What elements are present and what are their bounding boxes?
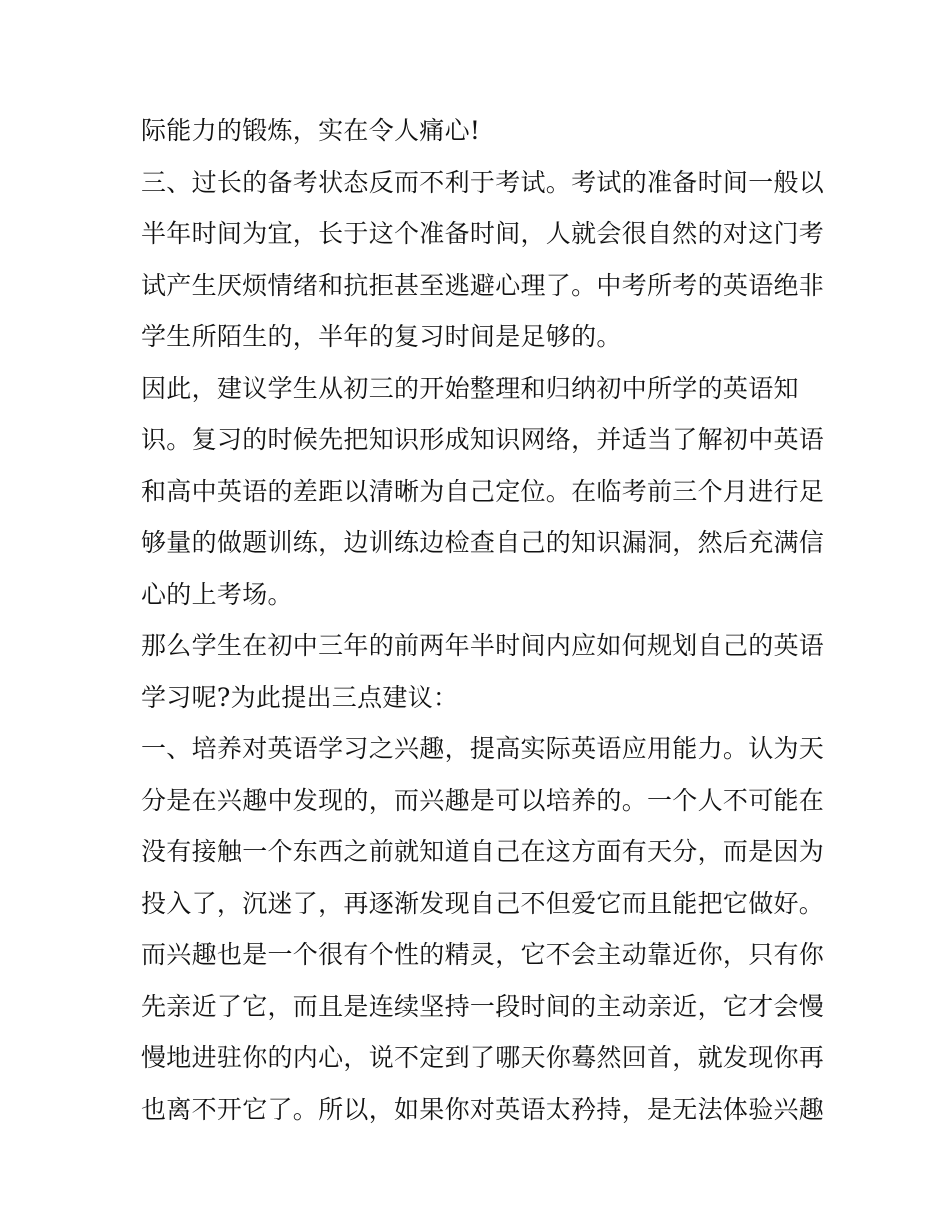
body-text — [141, 105, 825, 1135]
text-line: 学生所陌生的，半年的复习时间是足够的。 — [141, 322, 622, 351]
text-line: 三、过长的备考状态反而不利于考试。考试的准备时间一般以 — [141, 167, 825, 197]
text-line: 慢地进驻你的内心，说不定到了哪天你蓦然回首，就发现你再 — [141, 1043, 825, 1072]
text-line: 半年时间为宜，长于这个准备时间，人就会很自然的对这门考 — [141, 219, 825, 248]
text-line: 够量的做题训练，边训练边检查自己的知识漏洞，然后充满信 — [141, 528, 825, 557]
text-line: 投入了，沉迷了，再逐渐发现自己不但爱它而且能把它做好。 — [141, 888, 825, 918]
text-line: 际能力的锻炼，实在令人痛心! — [141, 116, 481, 145]
text-line: 那么学生在初中三年的前两年半时间内应如何规划自己的英语 — [141, 631, 825, 660]
text-line: 因此，建议学生从初三的开始整理和归纳初中所学的英语知 — [141, 373, 799, 403]
text-line: 也离不开它了。所以，如果你对英语太矜持，是无法体验兴趣 — [141, 1094, 825, 1124]
text-line: 和高中英语的差距以清晰为自己定位。在临考前三个月进行足 — [141, 476, 825, 506]
text-line: 识。复习的时候先把知识形成知识网络，并适当了解初中英语 — [141, 425, 825, 454]
text-line: 而兴趣也是一个很有个性的精灵，它不会主动靠近你，只有你 — [141, 940, 825, 969]
text-line: 一、培养对英语学习之兴趣，提高实际英语应用能力。认为天 — [141, 734, 825, 763]
text-line: 没有接触一个东西之前就知道自己在这方面有天分，而是因为 — [141, 837, 825, 866]
text-line: 心的上考场。 — [141, 579, 293, 609]
text-line: 试产生厌烦情绪和抗拒甚至逃避心理了。中考所考的英语绝非 — [141, 270, 825, 300]
text-line: 分是在兴趣中发现的，而兴趣是可以培养的。一个人不可能在 — [141, 785, 825, 815]
text-line: 先亲近了它，而且是连续坚持一段时间的主动亲近，它才会慢 — [141, 991, 825, 1021]
text-line: 学习呢?为此提出三点建议： — [141, 682, 459, 712]
